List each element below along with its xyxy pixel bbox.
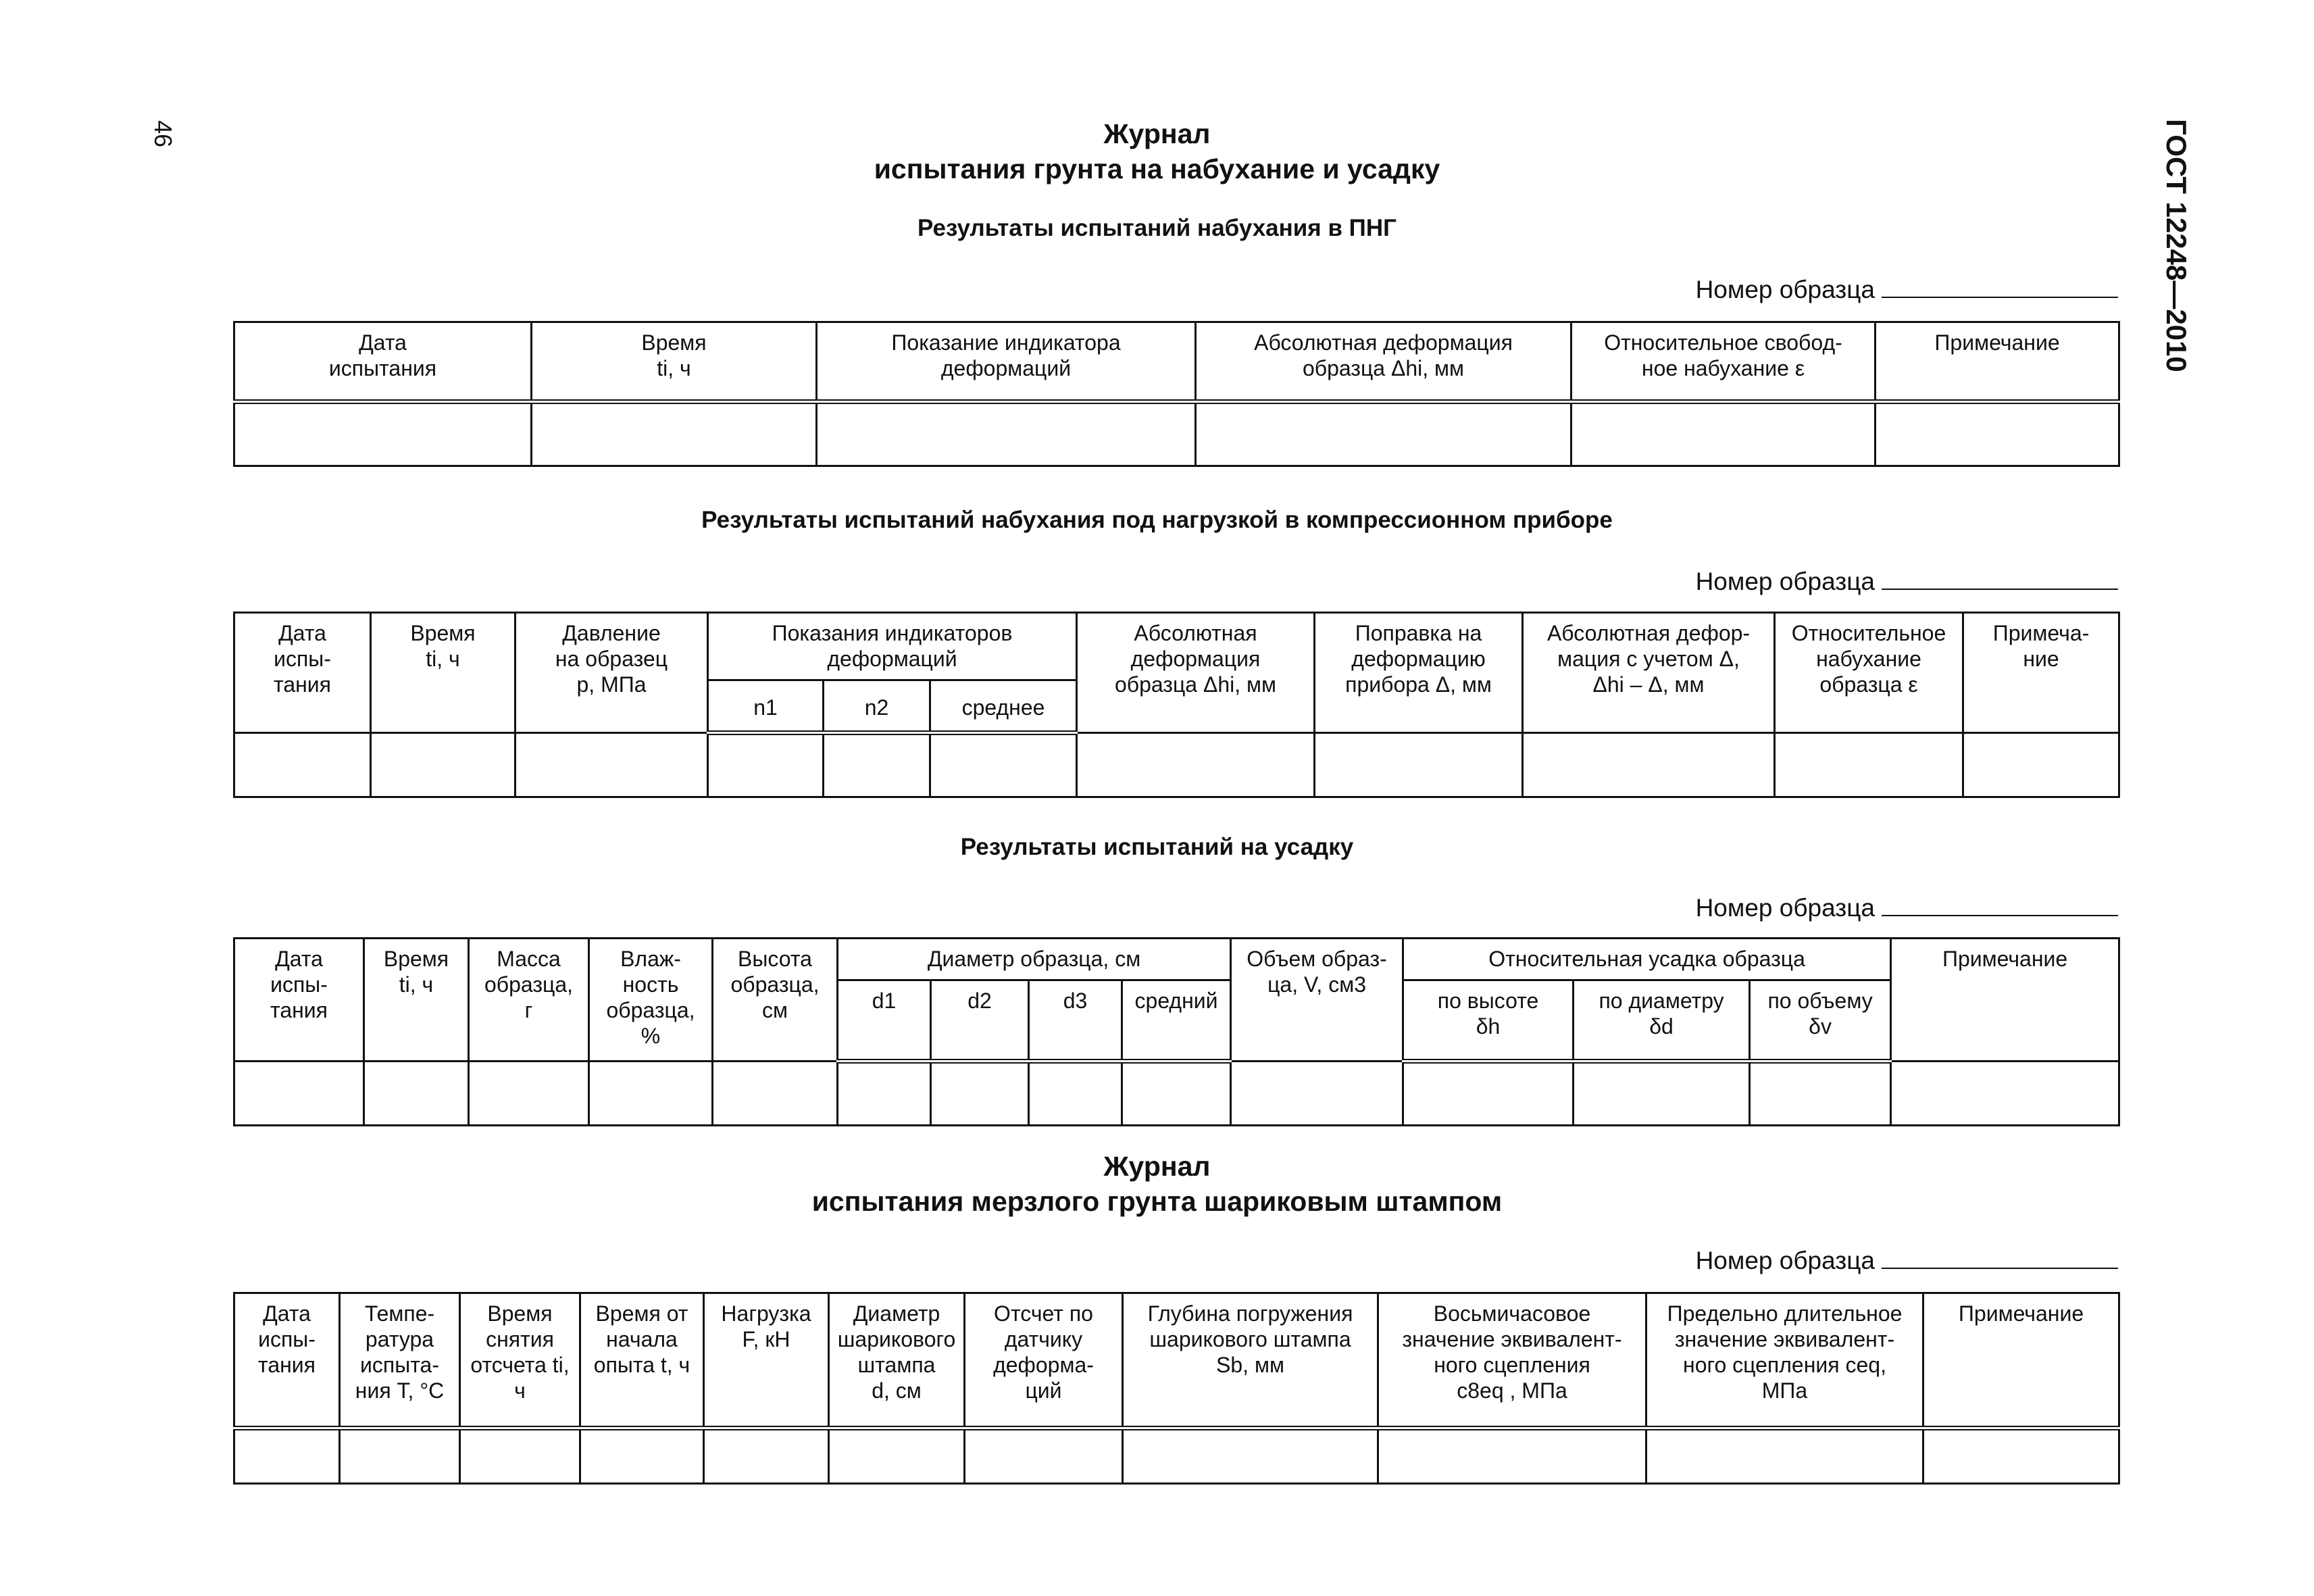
data-cell[interactable] [824, 733, 930, 797]
table-swelling-load [233, 612, 2120, 798]
header-cell: Масса образца, г [469, 939, 589, 1062]
data-cell[interactable] [1876, 402, 2119, 466]
table-ball-stamp [233, 1292, 2120, 1485]
journal2-title-line1: Журнал [1103, 1151, 1211, 1182]
journal-title-line2: испытания грунта на набухание и усадку [874, 153, 1440, 184]
sample-number-label: Номер образца [1695, 568, 1875, 595]
data-cell[interactable] [1122, 1062, 1231, 1126]
header-cell: Дата испы- тания [234, 939, 364, 1062]
subheader-cell: по высоте δh [1403, 980, 1574, 1062]
header-cell: Отсчет по датчику деформа- ций [965, 1293, 1123, 1428]
data-cell[interactable] [1231, 1062, 1403, 1126]
sample-number-label: Номер образца [1695, 1247, 1875, 1274]
header-cell: Время ti, ч [364, 939, 469, 1062]
header-cell: Абсолютная деформация образца Δhi, мм [1077, 613, 1315, 733]
header-cell: Поправка на деформацию прибора Δ, мм [1315, 613, 1523, 733]
header-cell: Примечание [1923, 1293, 2119, 1428]
section1-title: Результаты испытаний набухания в ПНГ [917, 215, 1397, 241]
header-cell: Диаметр образца, см [838, 939, 1231, 980]
header-cell: Время ti, ч [532, 322, 817, 402]
sample-number-3 [1696, 894, 2118, 922]
header-cell: Абсолютная дефор- мация с учетом Δ, Δhi – Δ, мм [1523, 613, 1775, 733]
data-cell[interactable] [965, 1428, 1123, 1484]
header-cell: Давление на образец p, МПа [515, 613, 708, 733]
header-cell: Показания индикаторов деформаций [708, 613, 1077, 680]
header-cell: Относительное свобод- ное набухание ε [1571, 322, 1876, 402]
data-cell[interactable] [532, 402, 817, 466]
header-cell: Время ti, ч [371, 613, 515, 733]
data-cell[interactable] [1029, 1062, 1122, 1126]
journal2-title-line2: испытания мерзлого грунта шариковым штампом [811, 1186, 1503, 1217]
data-cell[interactable] [1123, 1428, 1378, 1484]
header-cell: Дата испытания [234, 322, 532, 402]
data-cell[interactable] [829, 1428, 965, 1484]
data-cell[interactable] [340, 1428, 460, 1484]
header-cell: Абсолютная деформация образца Δhi, мм [1196, 322, 1571, 402]
data-cell[interactable] [234, 733, 371, 797]
standard-code: ГОСТ 12248—2010 [2161, 119, 2192, 372]
data-cell[interactable] [1196, 402, 1571, 466]
data-cell[interactable] [930, 733, 1077, 797]
subheader-cell: d1 [838, 980, 931, 1062]
sample-number-4 [1696, 1247, 2118, 1275]
section3-title: Результаты испытаний на усадку [960, 834, 1354, 860]
header-cell: Диаметр шарикового штампа d, см [829, 1293, 965, 1428]
table-swelling-png [233, 321, 2120, 467]
data-cell[interactable] [515, 733, 708, 797]
data-cell[interactable] [931, 1062, 1029, 1126]
header-cell: Объем образ- ца, V, см3 [1231, 939, 1403, 1062]
header-cell: Время от начала опыта t, ч [580, 1293, 704, 1428]
data-cell[interactable] [234, 1062, 364, 1126]
header-cell: Примечание [1891, 939, 2119, 1062]
header-cell: Высота образца, см [713, 939, 838, 1062]
sample-number-field[interactable] [1882, 570, 2118, 590]
data-cell[interactable] [589, 1062, 713, 1126]
header-cell: Дата испы- тания [234, 1293, 340, 1428]
sample-number-field[interactable] [1882, 278, 2118, 298]
data-cell[interactable] [1923, 1428, 2119, 1484]
data-cell[interactable] [234, 402, 532, 466]
data-cell[interactable] [1646, 1428, 1923, 1484]
sample-number-field[interactable] [1882, 896, 2118, 916]
data-cell[interactable] [469, 1062, 589, 1126]
subheader-cell: по диаметру δd [1574, 980, 1750, 1062]
header-cell: Влаж- ность образца, % [589, 939, 713, 1062]
sample-number-field[interactable] [1882, 1249, 2118, 1269]
sample-number-1 [1696, 276, 2118, 304]
header-cell: Глубина погружения шарикового штампа Sb, мм [1123, 1293, 1378, 1428]
journal-title [0, 116, 2314, 186]
data-cell[interactable] [817, 402, 1196, 466]
subheader-cell: n1 [708, 680, 824, 733]
data-cell[interactable] [704, 1428, 829, 1484]
data-cell[interactable] [708, 733, 824, 797]
data-cell[interactable] [580, 1428, 704, 1484]
header-cell: Нагрузка F, кН [704, 1293, 829, 1428]
data-cell[interactable] [371, 733, 515, 797]
data-cell[interactable] [1963, 733, 2119, 797]
data-cell[interactable] [234, 1428, 340, 1484]
data-cell[interactable] [364, 1062, 469, 1126]
subheader-cell: среднее [930, 680, 1077, 733]
header-cell: Относительная усадка образца [1403, 939, 1891, 980]
header-cell: Дата испы- тания [234, 613, 371, 733]
sample-number-2 [1696, 568, 2118, 596]
header-cell: Предельно длительное значение эквивалент- ного сцепления ceq, МПа [1646, 1293, 1923, 1428]
header-cell: Относительное набухание образца ε [1775, 613, 1963, 733]
data-cell[interactable] [1077, 733, 1315, 797]
data-cell[interactable] [1775, 733, 1963, 797]
header-cell: Примеча- ние [1963, 613, 2119, 733]
subheader-cell: n2 [824, 680, 930, 733]
header-cell: Время снятия отсчета ti, ч [460, 1293, 580, 1428]
data-cell[interactable] [1523, 733, 1775, 797]
subheader-cell: по объему δv [1750, 980, 1891, 1062]
header-cell: Темпе- ратура испыта- ния T, °C [340, 1293, 460, 1428]
header-cell: Восьмичасовое значение эквивалент- ного сцепления c8eq , МПа [1378, 1293, 1646, 1428]
journal-title-line1: Журнал [1103, 118, 1211, 149]
data-cell[interactable] [1403, 1062, 1574, 1126]
sample-number-label: Номер образца [1695, 276, 1875, 303]
table-shrinkage [233, 937, 2120, 1126]
page-number: 46 [149, 120, 177, 148]
data-cell[interactable] [460, 1428, 580, 1484]
data-cell[interactable] [1315, 733, 1523, 797]
sample-number-label: Номер образца [1695, 894, 1875, 922]
header-cell: Показание индикатора деформаций [817, 322, 1196, 402]
header-cell: Примечание [1876, 322, 2119, 402]
data-cell[interactable] [838, 1062, 931, 1126]
data-cell[interactable] [1378, 1428, 1646, 1484]
data-cell[interactable] [713, 1062, 838, 1126]
data-cell[interactable] [1750, 1062, 1891, 1126]
data-cell[interactable] [1891, 1062, 2119, 1126]
data-cell[interactable] [1574, 1062, 1750, 1126]
journal2-title [0, 1149, 2314, 1219]
subheader-cell: d3 [1029, 980, 1122, 1062]
section2-title: Результаты испытаний набухания под нагрузкой в компрессионном приборе [701, 507, 1613, 533]
subheader-cell: средний [1122, 980, 1231, 1062]
subheader-cell: d2 [931, 980, 1029, 1062]
data-cell[interactable] [1571, 402, 1876, 466]
